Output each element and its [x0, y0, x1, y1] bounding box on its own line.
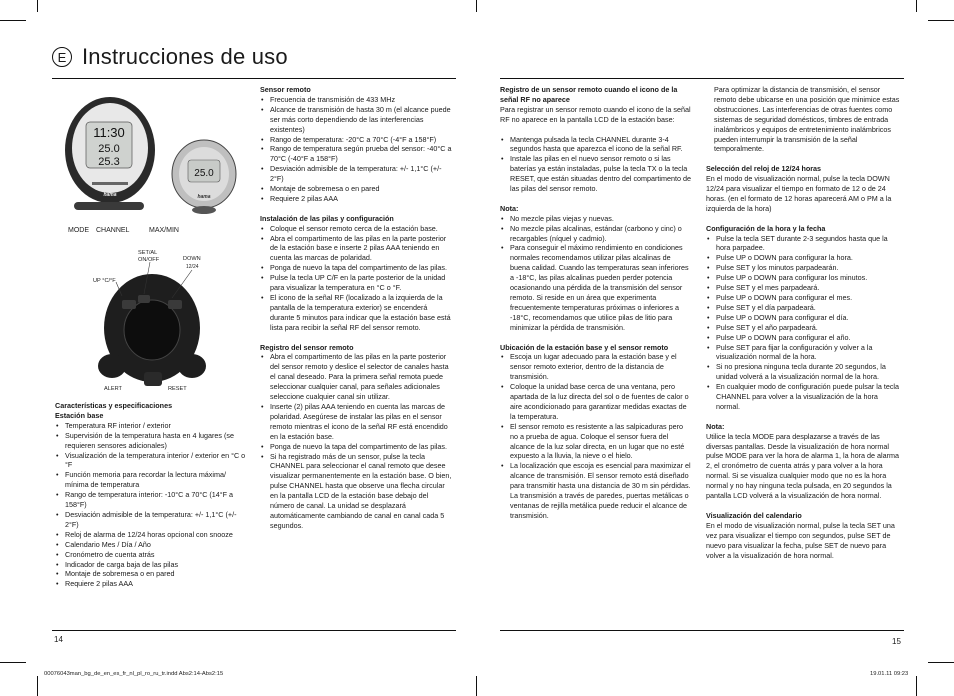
label-reset: RESET	[168, 386, 187, 392]
section-heading: Características y especificaciones	[55, 401, 173, 410]
list-item: • Pulse SET y los minutos parpadearán.	[706, 263, 900, 273]
list-item: • Supervisión de la temperatura hasta en 4 lugares (se requieren sensores adicionales)	[55, 431, 247, 451]
list-item: • Requiere 2 pilas AAA	[55, 579, 247, 589]
list-item: • No mezcle pilas alcalinas, estándar (carbono y cinc) o recargables (níquel y cadmio).	[500, 224, 692, 244]
list-item: • Rango de temperatura: -20°C a 70°C (-4°F a 158°F)	[260, 135, 452, 145]
list-item: • Rango de temperatura según prueba del sensor: -40°C a 70°C (-40°F a 158°F)	[260, 144, 452, 164]
list-item: • El sensor remoto es resistente a las salpicaduras pero no a prueba de agua. Coloque el sensor fuera del alcance de la luz solar directa, en un lugar que no esté expuesto a la lluvia, la nieve o el hielo.	[500, 422, 692, 462]
list-item: • Mantenga pulsada la tecla CHANNEL durante 3-4 segundos hasta que aparezca el icono de la señal RF.	[500, 135, 692, 155]
column-specifications	[55, 401, 247, 589]
section-heading: Selección del reloj de 12/24 horas	[706, 164, 822, 174]
column-sensor-setup	[260, 85, 452, 531]
column-registration-placement	[500, 85, 692, 521]
crop-mark	[916, 676, 917, 696]
label-down: DOWN	[183, 256, 201, 262]
label-mode: MODE	[68, 227, 89, 234]
section-heading: Configuración de la hora y la fecha	[706, 223, 826, 233]
crop-mark	[476, 0, 477, 12]
remote-sensor-front	[172, 140, 236, 214]
list-item: • Inserte (2) pilas AAA teniendo en cuenta las marcas de polaridad. Asegúrese de instalar las pilas en el sensor remoto mientras el icono de la señal RF está encendido en la estación base.	[260, 402, 452, 442]
section-heading: Ubicación de la estación base y el sensor remoto	[500, 342, 669, 352]
list-item: • Abra el compartimento de las pilas en la parte posterior de la estación base e inserte 2 pilas AAA teniendo en cuenta las marcas de polaridad.	[260, 234, 452, 264]
list-item: • Pulse UP o DOWN para configurar el mes.	[706, 293, 900, 303]
label-down-12-24: 12/24	[186, 264, 199, 270]
svg-text:25.0: 25.0	[194, 168, 214, 179]
list-item: • Pulse UP o DOWN para configurar el año.	[706, 333, 900, 343]
list-item: • Pulse SET y el día parpadeará.	[706, 303, 900, 313]
label-onoff: ON/OFF	[138, 257, 160, 263]
list-item: • Ponga de nuevo la tapa del compartimento de las pilas.	[260, 263, 452, 273]
list-item: • Si no presiona ninguna tecla durante 20 segundos, la unidad volverá a la visualización normal de la hora.	[706, 362, 900, 382]
section-heading: Nota:	[706, 421, 725, 431]
section-subheading: Estación base	[55, 410, 104, 420]
list-item: • Instale las pilas en el nuevo sensor remoto o si las baterías ya están instaladas, pulse la tecla TX o la tecla RESET, que están situadas dentro del compartimento de las pilas del sensor remoto.	[500, 154, 692, 194]
list-item: • Para conseguir el máximo rendimiento en condiciones normales recomendamos utilizar pilas alcalinas de buena calidad. Cuando las temperaturas sean inferiores a -18°C, las pilas alcalinas pueden perder potencia ocasionando una pérdida de la transmisión del sensor remoto. Si reside en un área que experimenta frecuentemente temperaturas próximas o inferiores a -18°C, recomendamos que utilice pilas de litio para minimizar la pérdida de transmisión.	[500, 243, 692, 332]
language-badge: E	[52, 47, 72, 67]
list-item: • Coloque el sensor remoto cerca de la estación base.	[260, 224, 452, 234]
crop-mark	[476, 676, 477, 696]
list-item: • Pulse SET para fijar la configuración y volver a la visualización normal de la hora.	[706, 343, 900, 363]
list-item: • Pulse UP o DOWN para configurar la hora.	[706, 253, 900, 263]
battery-install-list	[260, 224, 452, 333]
section-heading: Registro de un sensor remoto cuando el icono de la señal RF no aparece	[500, 85, 678, 104]
crop-mark	[928, 20, 954, 21]
list-item: • Pulse la tecla UP C/F en la parte posterior de la unidad para visualizar la temperatura en °C o °F.	[260, 273, 452, 293]
paragraph: En el modo de visualización normal, pulse la tecla DOWN 12/24 para visualizar el tiempo en formato de 12 o de 24 horas. (en el formato de 12 horas aparecerá AM o PM a la izquierda de la hora)	[706, 174, 892, 213]
section-heading: Nota:	[500, 203, 519, 213]
footer-timestamp: 19.01.11 09:23	[870, 671, 909, 677]
svg-text:hama: hama	[197, 194, 211, 200]
list-item: • Pulse SET y el mes parpadeará.	[706, 283, 900, 293]
list-item: • Si ha registrado más de un sensor, pulse la tecla CHANNEL para seleccionar el canal remoto que desee visualizar permanentemente en la estación base. O bien, pulse CHANNEL hasta que observe una flecha circular en la pantalla LCD de la estación base debajo del número de canal. La unidad se desplazará automáticamente cambiando de canal en canal cada 5 segundos.	[260, 452, 452, 531]
crop-mark	[37, 676, 38, 696]
page-number-right: 15	[892, 637, 901, 646]
svg-text:hama: hama	[103, 192, 117, 198]
sensor-spec-list	[260, 95, 452, 204]
list-item: • La localización que escoja es esencial para maximizar el alcance de transmisión. El sensor remoto está diseñado para transmitir hasta una distancia de 30 m sin pérdidas. La transmisión a través de paredes, puertas metálicas o ventanas de rejilla metálica puede reducir el alcance de transmisión.	[500, 461, 692, 520]
list-item: • Ponga de nuevo la tapa del compartimento de las pilas.	[260, 442, 452, 452]
list-item: • Función memoria para recordar la lectura máxima/ mínima de temperatura	[55, 470, 247, 490]
label-set-al: SET/AL	[138, 250, 158, 256]
section-heading: Sensor remoto	[260, 85, 311, 94]
top-rule-right	[500, 78, 904, 79]
list-item: • Requiere 2 pilas AAA	[260, 194, 452, 204]
list-item: • Montaje de sobremesa o en pared	[260, 184, 452, 194]
time-date-steps-list	[706, 234, 900, 412]
paragraph: Para optimizar la distancia de transmisión, el sensor remoto debe ubicarse en una posición que minimice estas obstrucciones. Las interferencias de otras fuentes como sistemas de seguridad domésticos, timbres de entrada inalámbricos y equipos de entretenimiento inalámbricos pueden interrumpir la transmisión de la señal temporalmente.	[714, 85, 900, 154]
section-heading: Instalación de las pilas y configuración	[260, 213, 394, 223]
list-item: • En cualquier modo de configuración puede pulsar la tecla CHANNEL para volver a la visualización de la hora normal.	[706, 382, 900, 412]
list-item: • Desviación admisible de la temperatura: +/- 1,1°C (+/- 2°F)	[260, 164, 452, 184]
list-item: • Visualización de la temperatura interior / exterior en °C o °F	[55, 451, 247, 471]
battery-notes-list	[500, 214, 692, 333]
page-number-left: 14	[54, 635, 63, 644]
paragraph: En el modo de visualización normal, pulse la tecla SET una vez para visualizar el tiempo con segundos, pulse SET de nuevo para visualizar la fecha, pulse SET de nuevo para volver a la visualización de hora normal.	[706, 520, 895, 560]
list-item: • No mezcle pilas viejas y nuevas.	[500, 214, 692, 224]
list-item: • Calendario Mes / Día / Año	[55, 540, 247, 550]
sensor-register-list	[260, 352, 452, 530]
top-rule-left	[52, 78, 456, 79]
footer-filename: 00076043man_bg_de_en_es_fr_nl_pl_ro_ru_tr.indd Abs2:14-Abs2:15	[44, 671, 224, 677]
base-station-front	[65, 97, 155, 210]
page-title: Instrucciones de uso	[82, 44, 288, 69]
list-item: • Pulse la tecla SET durante 2-3 segundos hasta que la hora parpadee.	[706, 234, 900, 254]
register-steps-list	[500, 135, 692, 194]
paragraph: Utilice la tecla MODE para desplazarse a través de las diversas pantallas. Desde la visualización de hora normal pulse MODE para ver la hora de alarma 1, la hora de alarma 2, el cronómetro de cuenta atrás y para volver a la hora normal. Si se visualiza cualquier modo que no es la hora normal y no hay ninguna tecla pulsada, en 20 segundos la pantalla LCD volverá a la visualización de hora normal.	[706, 431, 899, 501]
crop-mark	[0, 662, 26, 663]
crop-mark	[928, 662, 954, 663]
list-item: • Indicador de carga baja de las pilas	[55, 560, 247, 570]
list-item: • Alcance de transmisión de hasta 30 m (el alcance puede ser más corto dependiendo de las interferencias existentes)	[260, 105, 452, 135]
list-item: • Pulse SET y el año parpadeará.	[706, 323, 900, 333]
bottom-rule-right	[500, 630, 904, 631]
list-item: • Frecuencia de transmisión de 433 MHz	[260, 95, 452, 105]
list-item: • Pulse UP o DOWN para configurar el día.	[706, 313, 900, 323]
svg-text:25.0: 25.0	[98, 143, 120, 155]
list-item: • Escoja un lugar adecuado para la estación base y el sensor remoto exterior, dentro de la distancia de transmisión.	[500, 352, 692, 382]
crop-mark	[37, 0, 38, 12]
list-item: • Desviación admisible de la temperatura: +/- 1,1°C (+/- 2°F)	[55, 510, 247, 530]
label-maxmin: MAX/MIN	[149, 227, 179, 234]
bottom-rule-left	[52, 630, 456, 631]
list-item: • Temperatura RF interior / exterior	[55, 421, 247, 431]
svg-text:25.3: 25.3	[98, 156, 120, 168]
list-item: • Rango de temperatura interior: -10°C a 70°C (14°F a 158°F)	[55, 490, 247, 510]
placement-list	[500, 352, 692, 520]
column-clock-settings	[706, 85, 900, 560]
label-up: UP °C/°F	[93, 278, 116, 284]
paragraph: Para registrar un sensor remoto cuando el icono de la señal RF no aparece en la pantalla LCD de la estación base:	[500, 104, 691, 124]
page-header	[52, 44, 288, 70]
list-item: • Cronómetro de cuenta atrás	[55, 550, 247, 560]
spec-list	[55, 421, 247, 589]
product-illustration	[52, 90, 252, 400]
label-channel: CHANNEL	[96, 227, 130, 234]
list-item: • Coloque la unidad base cerca de una ventana, pero apartada de la luz directa del sol o de fuentes de calor o aire acondicionado para garantizar medidas exactas de la temperatura.	[500, 382, 692, 422]
section-heading: Registro del sensor remoto	[260, 342, 354, 352]
list-item: • Montaje de sobremesa o en pared	[55, 569, 247, 579]
section-heading: Visualización del calendario	[706, 510, 802, 520]
crop-mark	[0, 20, 26, 21]
svg-text:11:30: 11:30	[93, 125, 125, 140]
list-item: • Pulse UP o DOWN para configurar los minutos.	[706, 273, 900, 283]
crop-mark	[916, 0, 917, 12]
list-item: • El icono de la señal RF (localizado a la izquierda de la pantalla de la temperatura exterior) se encenderá durante 5 minutos para indicar que la estación base está lista para recibir la señal RF del sensor remoto.	[260, 293, 452, 333]
label-alert: ALERT	[104, 386, 122, 392]
list-item: • Abra el compartimento de las pilas en la parte posterior del sensor remoto y deslice el selector de canales hasta el canal deseado. Para la primera señal remota puede seleccionar cualquier canal, para señales adicionales seleccione cualquier canal sin utilizar.	[260, 352, 452, 402]
list-item: • Reloj de alarma de 12/24 horas opcional con snooze	[55, 530, 247, 540]
